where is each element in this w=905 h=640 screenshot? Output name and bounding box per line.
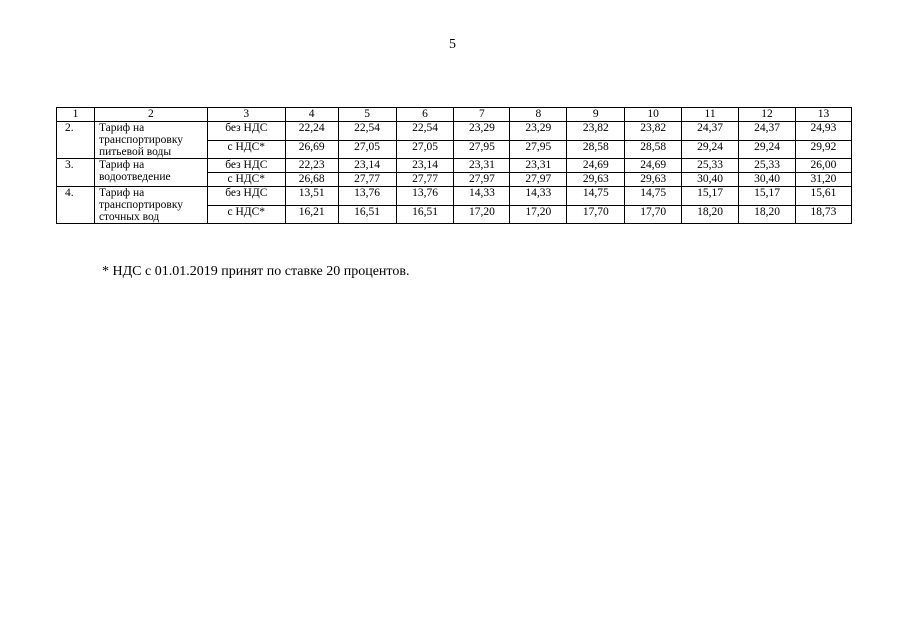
tariff-value-cell: 16,21	[285, 205, 338, 224]
tariff-value-cell: 23,14	[396, 159, 454, 173]
tariff-value-cell: 25,33	[739, 159, 796, 173]
tariff-value-cell: 22,54	[338, 122, 396, 141]
tariff-value-cell: 24,37	[682, 122, 739, 141]
tariff-name-line: Тариф на	[98, 159, 145, 171]
table-row	[57, 187, 852, 206]
tariff-value-cell: 27,77	[396, 173, 454, 187]
tariff-value-cell: 27,95	[454, 140, 510, 159]
tariff-name-cell	[94, 159, 207, 187]
tariff-name-line: Тариф на	[98, 187, 145, 199]
tariff-value-cell: 31,20	[795, 173, 851, 187]
tariff-value-cell: 22,24	[285, 122, 338, 141]
table-header-cell: 7	[454, 108, 510, 122]
tariff-value-cell: 16,51	[396, 205, 454, 224]
vat-label-cell: с НДС*	[207, 205, 285, 224]
tariff-name-line: Тариф на	[98, 122, 145, 134]
tariff-value-cell: 22,54	[396, 122, 454, 141]
page-number: 5	[449, 37, 456, 52]
tariff-value-cell: 17,20	[510, 205, 567, 224]
tariff-value-cell: 18,20	[739, 205, 796, 224]
tariff-value-cell: 18,73	[795, 205, 851, 224]
tariff-value-cell: 15,17	[739, 187, 796, 206]
tariff-value-cell: 27,95	[510, 140, 567, 159]
tariff-value-cell: 27,77	[338, 173, 396, 187]
table-header-cell: 9	[567, 108, 625, 122]
tariff-table	[56, 107, 852, 224]
tariff-value-cell: 17,20	[454, 205, 510, 224]
tariff-value-cell: 23,31	[510, 159, 567, 173]
tariff-value-cell: 27,05	[338, 140, 396, 159]
tariff-value-cell: 29,63	[567, 173, 625, 187]
table-header-row	[57, 108, 852, 122]
table-header-cell: 3	[207, 108, 285, 122]
tariff-value-cell: 27,97	[510, 173, 567, 187]
tariff-value-cell: 13,76	[338, 187, 396, 206]
table-header-cell: 10	[625, 108, 682, 122]
tariff-value-cell: 24,69	[567, 159, 625, 173]
table-header-cell: 13	[795, 108, 851, 122]
tariff-name-line: питьевой воды	[98, 146, 172, 158]
tariff-value-cell: 29,63	[625, 173, 682, 187]
tariff-value-cell: 23,29	[510, 122, 567, 141]
tariff-value-cell: 14,75	[567, 187, 625, 206]
footnote: * НДС с 01.01.2019 принят по ставке 20 процентов.	[102, 264, 410, 279]
tariff-value-cell: 26,00	[795, 159, 851, 173]
tariff-value-cell: 25,33	[682, 159, 739, 173]
tariff-name-line: транспортировку	[98, 134, 184, 146]
tariff-value-cell: 23,14	[338, 159, 396, 173]
table-row	[57, 159, 852, 173]
tariff-value-cell: 15,17	[682, 187, 739, 206]
tariff-value-cell: 23,82	[625, 122, 682, 141]
table-header-cell: 5	[338, 108, 396, 122]
tariff-value-cell: 16,51	[338, 205, 396, 224]
tariff-value-cell: 24,37	[739, 122, 796, 141]
vat-label-cell: без НДС	[207, 187, 285, 206]
tariff-value-cell: 26,68	[285, 173, 338, 187]
tariff-value-cell: 29,24	[739, 140, 796, 159]
table-header-cell: 2	[94, 108, 207, 122]
tariff-value-cell: 17,70	[567, 205, 625, 224]
tariff-value-cell: 14,33	[454, 187, 510, 206]
tariff-value-cell: 28,58	[625, 140, 682, 159]
tariff-value-cell: 13,76	[396, 187, 454, 206]
table-header-cell: 11	[682, 108, 739, 122]
tariff-value-cell: 17,70	[625, 205, 682, 224]
vat-label-cell: с НДС*	[207, 173, 285, 187]
tariff-value-cell: 14,33	[510, 187, 567, 206]
tariff-value-cell: 24,69	[625, 159, 682, 173]
tariff-value-cell: 30,40	[682, 173, 739, 187]
tariff-name-line: транспортировку	[98, 199, 184, 211]
table-header-cell: 1	[57, 108, 95, 122]
tariff-value-cell: 26,69	[285, 140, 338, 159]
tariff-value-cell: 18,20	[682, 205, 739, 224]
row-number-cell: 2.	[57, 122, 95, 159]
table-header-cell: 12	[739, 108, 796, 122]
tariff-value-cell: 23,82	[567, 122, 625, 141]
tariff-value-cell: 15,61	[795, 187, 851, 206]
tariff-value-cell: 23,29	[454, 122, 510, 141]
vat-label-cell: с НДС*	[207, 140, 285, 159]
tariff-name-line: водоотведение	[98, 171, 171, 183]
table-header-cell: 6	[396, 108, 454, 122]
tariff-value-cell: 27,05	[396, 140, 454, 159]
tariff-name-cell	[94, 187, 207, 224]
tariff-value-cell: 22,23	[285, 159, 338, 173]
tariff-value-cell: 29,24	[682, 140, 739, 159]
tariff-value-cell: 24,93	[795, 122, 851, 141]
table-row	[57, 122, 852, 141]
tariff-value-cell: 29,92	[795, 140, 851, 159]
row-number-cell: 3.	[57, 159, 95, 187]
tariff-value-cell: 13,51	[285, 187, 338, 206]
tariff-value-cell: 30,40	[739, 173, 796, 187]
row-number-cell: 4.	[57, 187, 95, 224]
vat-label-cell: без НДС	[207, 122, 285, 141]
tariff-value-cell: 23,31	[454, 159, 510, 173]
vat-label-cell: без НДС	[207, 159, 285, 173]
tariff-value-cell: 27,97	[454, 173, 510, 187]
table-header-cell: 4	[285, 108, 338, 122]
tariff-name-cell	[94, 122, 207, 159]
tariff-name-line: сточных вод	[98, 211, 160, 223]
table-header-cell: 8	[510, 108, 567, 122]
tariff-value-cell: 28,58	[567, 140, 625, 159]
tariff-value-cell: 14,75	[625, 187, 682, 206]
